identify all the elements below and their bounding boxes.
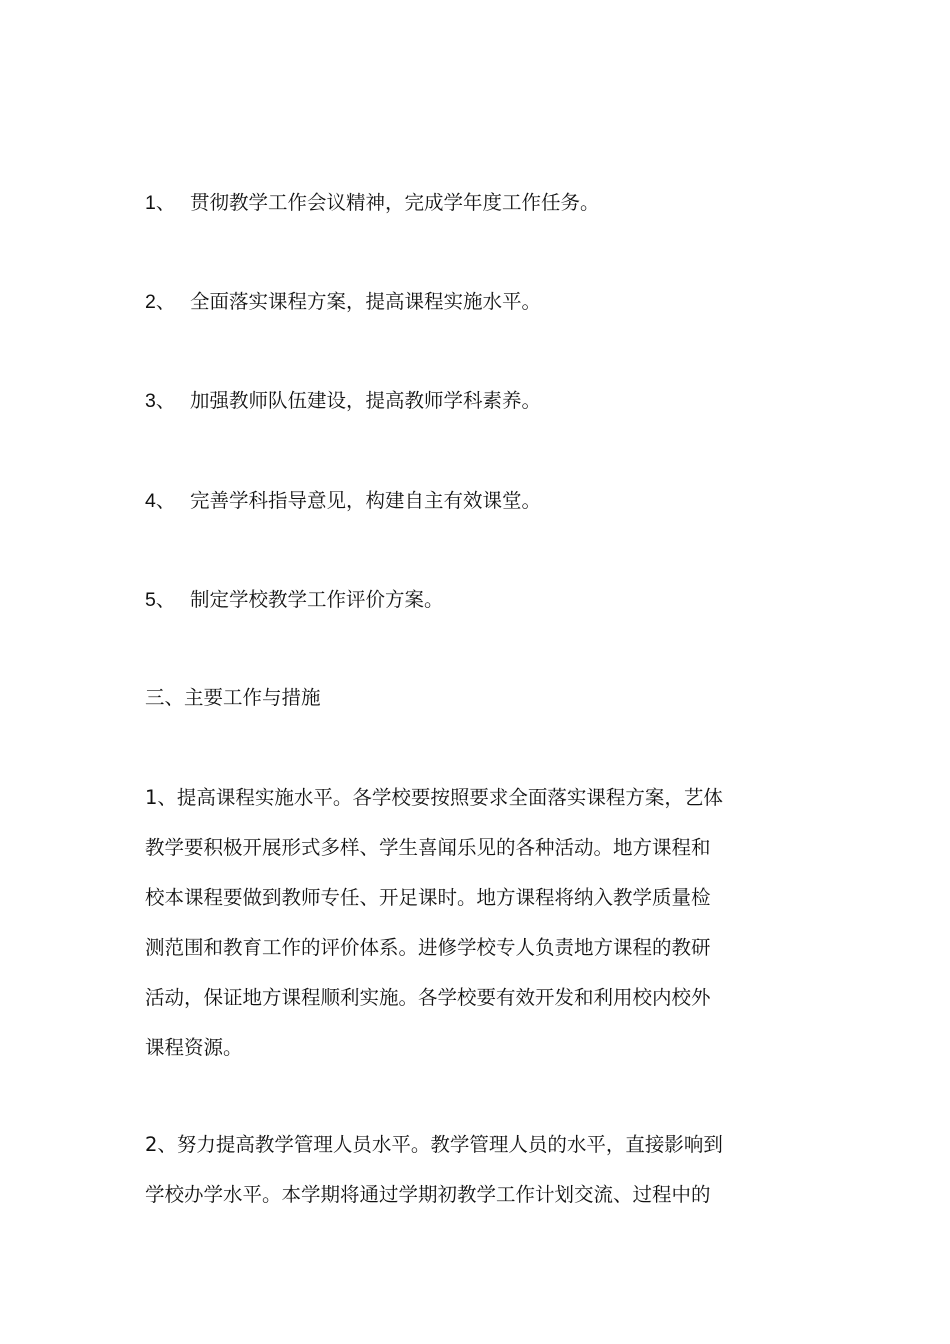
objective-text: 完善学科指导意见，构建自主有效课堂。: [190, 489, 542, 512]
paragraph-1-line: 1、提高课程实施水平。各学校要按照要求全面落实课程方案，艺体: [145, 786, 723, 809]
paragraph-1-line: 课程资源。: [145, 1036, 243, 1059]
paragraph-1-line: 校本课程要做到教师专任、开足课时。地方课程将纳入教学质量检: [145, 886, 711, 909]
objective-text: 加强教师队伍建设，提高教师学科素养。: [190, 389, 542, 412]
objective-item-4: [145, 484, 541, 514]
objective-text: 全面落实课程方案，提高课程实施水平。: [190, 290, 542, 313]
paragraph-1-line: 测范围和教育工作的评价体系。进修学校专人负责地方课程的教研: [145, 936, 711, 959]
objective-number: 4、: [145, 490, 176, 512]
section-heading: 三、主要工作与措施: [145, 686, 321, 709]
objective-number: 1、: [145, 192, 176, 214]
objective-number: 2、: [145, 291, 176, 313]
paragraph-2-line: 2、努力提高教学管理人员水平。教学管理人员的水平，直接影响到: [145, 1133, 723, 1156]
objective-number: 3、: [145, 390, 176, 412]
objective-item-2: [145, 285, 541, 315]
paragraph-1-line: 教学要积极开展形式多样、学生喜闻乐见的各种活动。地方课程和: [145, 836, 711, 859]
paragraph-2-line: 学校办学水平。本学期将通过学期初教学工作计划交流、过程中的: [145, 1183, 711, 1206]
paragraph-1-line: 活动，保证地方课程顺利实施。各学校要有效开发和利用校内校外: [145, 986, 711, 1009]
objective-item-1: [145, 186, 600, 216]
objective-number: 5、: [145, 589, 176, 611]
objective-text: 贯彻教学工作会议精神，完成学年度工作任务。: [190, 191, 600, 214]
objective-text: 制定学校教学工作评价方案。: [190, 588, 444, 611]
objective-item-3: [145, 384, 541, 414]
objective-item-5: [145, 583, 444, 613]
